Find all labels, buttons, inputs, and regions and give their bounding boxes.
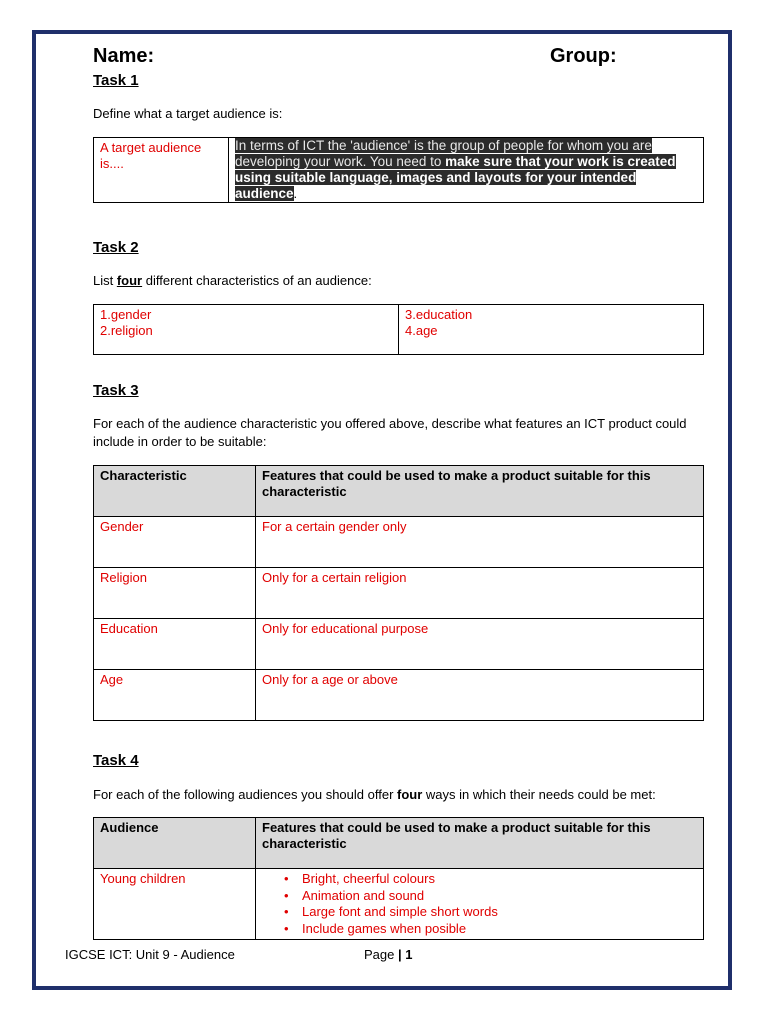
list-item: • Include games when posible	[302, 921, 697, 938]
row-characteristic: Gender	[94, 517, 256, 568]
task2-table	[93, 304, 704, 355]
row-characteristic: Religion	[94, 568, 256, 619]
task3-prompt: For each of the audience characteristic you offered above, describe what features an ICT product could include in order to be suitable:	[93, 416, 687, 449]
task4-table	[93, 817, 704, 940]
row-characteristic: Age	[94, 670, 256, 721]
table-header-row	[94, 818, 704, 869]
characteristic-item: 1.gender	[100, 307, 152, 322]
task2-prompt-emphasis: four	[116, 273, 143, 288]
row-features	[256, 869, 704, 940]
task1-answer-end: .	[293, 186, 298, 201]
task4-title: Task 4	[93, 752, 139, 769]
task2-prompt: List four different characteristics of an audience:	[93, 273, 372, 288]
header-features: Features that could be used to make a product suitable for this characteristic	[256, 818, 704, 869]
list-item: • Animation and sound	[302, 888, 697, 905]
list-item: • Bright, cheerful colours	[302, 871, 697, 888]
task1-table	[93, 137, 704, 203]
table-row	[94, 517, 704, 568]
row-audience: Young children	[94, 869, 256, 940]
task1-answer-part1: In terms of ICT the 'audience' is the group of people for whom you are developing your work. You need to	[235, 138, 652, 169]
features-list	[262, 871, 697, 937]
header-characteristic: Characteristic	[94, 466, 256, 517]
header-features: Features that could be used to make a product suitable for this characteristic	[256, 466, 704, 517]
footer-title: IGCSE ICT: Unit 9 - Audience	[65, 947, 235, 962]
row-characteristic: Education	[94, 619, 256, 670]
task2-col1	[94, 305, 399, 355]
table-row	[94, 619, 704, 670]
table-row	[94, 869, 704, 940]
task2-col2	[399, 305, 704, 355]
characteristic-item: 2.religion	[100, 323, 153, 338]
row-feature: For a certain gender only	[256, 517, 704, 568]
task1-title: Task 1	[93, 72, 139, 89]
task1-left-cell: A target audience is....	[94, 138, 229, 203]
characteristic-item: 4.age	[405, 323, 438, 338]
task3-table	[93, 465, 704, 721]
page-number: Page | 1	[364, 947, 413, 962]
task1-prompt: Define what a target audience is:	[93, 106, 283, 121]
task3-title: Task 3	[93, 382, 139, 399]
task1-answer-bold: make sure that your work is created using suitable language, images and layouts for your intended audience	[235, 154, 676, 201]
row-feature: Only for a certain religion	[256, 568, 704, 619]
table-row	[94, 568, 704, 619]
name-label: Name:	[93, 45, 155, 67]
task4-prompt-emphasis: four	[397, 787, 423, 802]
row-feature: Only for a age or above	[256, 670, 704, 721]
table-row	[94, 670, 704, 721]
list-item: • Large font and simple short words	[302, 904, 697, 921]
task4-prompt: For each of the following audiences you should offer four ways in which their needs could be met:	[93, 787, 656, 802]
table-header-row	[94, 466, 704, 517]
characteristic-item: 3.education	[405, 307, 473, 322]
task2-title: Task 2	[93, 239, 139, 256]
task1-answer-cell	[229, 138, 704, 203]
row-feature: Only for educational purpose	[256, 619, 704, 670]
group-label: Group:	[550, 45, 617, 67]
header-audience: Audience	[94, 818, 256, 869]
